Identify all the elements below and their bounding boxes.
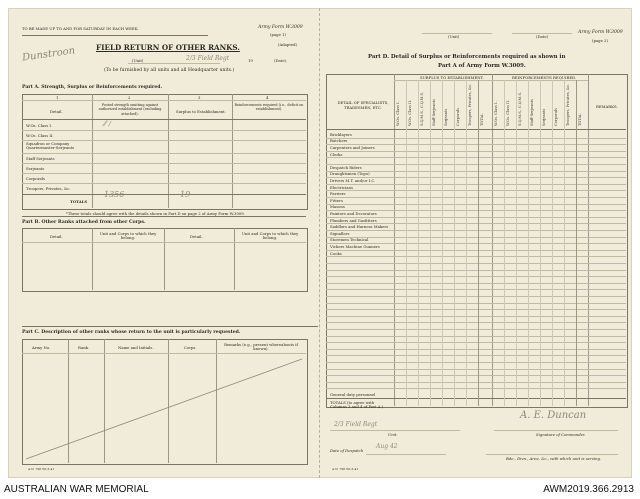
rank-column-divider [504,80,505,406]
trade-row-label: Electricians [330,184,353,190]
trade-row-divider [326,197,626,198]
trade-row-label: Draughtsmen (Topo) [330,171,370,177]
part-c-strike-line [22,339,308,465]
trade-row-divider [326,237,626,238]
blank-row-divider [326,270,626,271]
right-page-label: (page 2) [592,38,608,43]
blank-row-divider [326,296,626,297]
part-c-header-corps: Corps. [184,345,197,350]
page-label: (page 1) [270,32,286,37]
trade-row-label: Farriers [330,191,346,197]
rank-column-header: TOTAL [578,113,582,126]
signature-label: Signature of Commander. [536,432,586,437]
army-form-label: Army Form W.3009 [258,25,303,30]
trade-row-divider [326,164,626,165]
right-unit-label: (Unit) [448,34,460,39]
rank-column-divider [430,80,431,406]
detail-header: DETAIL OF SPECIALISTS, TRADESMEN, ETC. [337,100,389,110]
blank-row-divider [326,375,626,376]
header-detail: Detail. [50,109,63,114]
rank-column-header: Staff-Serjeants [530,99,534,126]
row-serjeants: Serjeants [26,166,45,171]
rank-column-divider [406,80,407,406]
rank-column-header: Corporals [456,108,460,126]
blank-row-divider [326,382,626,383]
trade-row-label: Painters and Decorators [330,211,377,216]
trade-row-label: Bricklayers [330,131,352,137]
rank-column-divider [466,80,467,406]
rank-column-header: W.Os. Class I. [396,101,400,126]
row-corporals: Corporals [26,176,45,181]
part-c-header-rank: Rank. [78,345,90,350]
rank-column-header: TOTAL [480,113,484,126]
surplus-header: SURPLUS TO ESTABLISHMENT. [420,75,484,80]
part-b-title: Part B. Other Ranks attached from other Corps. [22,220,146,225]
blank-row-divider [326,309,626,310]
handwritten-totals-surplus: 19 [180,190,191,199]
handwritten-unit-footer: 2/3 Field Regt [334,421,378,428]
blank-row-divider [326,329,626,330]
blank-row-divider [326,289,626,290]
rank-column-header: Corporals [554,108,558,126]
trade-row-label: Butchers [330,138,348,144]
part-d-title: Part D. Detail of Surplus or Reinforcements required as shown in [368,54,566,60]
trade-row-label: Masons [330,204,345,210]
trade-row-divider [326,184,626,185]
remarks-header: REMARKS. [596,104,618,109]
general-duty-row: General duty personnel [330,392,376,397]
rank-column-divider [418,80,419,406]
trade-row-label: Saddlers and Harness Makers [330,224,389,230]
top-rule [22,35,208,36]
trade-row-divider [326,171,626,172]
header-posted-strength: Posted strength omitting against authorized establishment (excluding attached). [98,103,162,116]
blank-row-divider [326,283,626,284]
row-staff-serjeants: Staff Serjeants [26,156,55,161]
total-column-divider [576,80,577,406]
rank-column-header: Troopers, Privates, &c. [468,83,472,126]
blank-row-divider [326,369,626,370]
handwritten-signature: A. E. Duncan [520,410,587,421]
part-b-header-unit-2: Unit and Corps to which they belong. [241,231,299,241]
unit-footer-label: Unit. [388,432,398,437]
row-wo-class-2: W.Os. Class II. [26,133,54,138]
trade-row-divider [326,190,626,191]
col-num-4: 4 [266,95,269,100]
handwritten-mark-1: ⁄⁄ ∕ [104,120,111,128]
header-surplus: Surplus to Establishment. [176,109,226,114]
col-num-1: 1 [56,95,59,100]
row-qm-serjeants: Squadron or Company Quartermaster-Serjeants [26,141,75,151]
part-c-title: Part C. Description of other ranks whose return to the unit is particularly requested. [22,330,241,335]
handwritten-unit: 2/3 Field Regt [186,55,230,62]
page-2 [322,8,632,478]
trade-row-label: Drivers M.T. and/or I.C. [330,178,376,183]
handwritten-unit-name: Dunstroon [21,45,76,64]
trade-row-label: Despatch Riders [330,164,362,170]
header-reinforcements: Reinforcements required (i.e., deficit on establishment). [234,103,304,112]
blank-row-divider [326,336,626,337]
trade-row-label: Storemen Technical [330,237,369,243]
rank-column-divider [454,80,455,406]
page-1 [8,8,318,478]
formation-note: Bde., Divn., Area, &c., with which unit is serving. [506,456,602,461]
total-column-divider [478,80,479,406]
blank-row-divider [326,276,626,277]
rank-column-divider [540,80,541,406]
trade-row-label: Plumbers and Gasfitters [330,217,377,223]
trade-row-label: Fitters [330,197,343,203]
totals-note: *These totals should agree with the details shown in Part D on page 2 of Army Form W.3009. [66,211,245,216]
rank-column-header: Serjeants [444,108,448,126]
blank-row-divider [326,316,626,317]
year-prefix: 19 [248,58,253,63]
trade-row-divider [326,151,626,152]
blank-row-divider [326,362,626,363]
part-a-title: Part A. Strength, Surplus or Reinforcements required. [22,85,163,90]
trade-row-divider [326,250,626,251]
rank-column-header: W.Os. Class II. [408,99,412,126]
col-num-2: 2 [128,95,131,100]
rank-column-header: S.Q.M.S., C.Q.M.S. [518,92,522,126]
trade-row-divider [326,157,626,158]
row-wo-class-1: W.Os. Class I. [26,123,53,128]
trade-row-divider [326,138,626,139]
trade-row-divider [326,230,626,231]
archive-footer [0,484,640,499]
rank-column-header: W.Os. Class II. [506,99,510,126]
right-army-form: Army Form W.3009 [578,30,623,35]
part-c-header-army-no: Army No. [32,345,51,350]
blank-row-divider [326,303,626,304]
unit-label: (Unit) [132,58,144,63]
totals-row: TOTALS (to agree with Columns 3 and 4 of Part A.) [330,400,384,410]
trade-row-divider [326,256,626,257]
trade-row-label: Vickers Machine Gunners [330,244,380,249]
blank-row-divider [326,349,626,350]
institution-name: AUSTRALIAN WAR MEMORIAL [4,484,149,495]
blank-row-divider [326,263,626,264]
trade-row-label: Cooks [330,250,342,256]
top-note: TO BE MADE UP TO AND FOR SATURDAY IN EACH WEEK. [22,26,139,31]
trade-row-divider [326,204,626,205]
reinforcements-header: REINFORCEMENTS REQUIRED. [512,75,577,80]
blank-row-divider [326,355,626,356]
rank-column-header: Staff-Serjeants [432,99,436,126]
rank-column-header: Troopers, Privates, &c. [566,83,570,126]
rank-column-divider [516,80,517,406]
handwritten-despatch-date: Aug 42 [376,443,398,450]
rank-column-divider [552,80,553,406]
part-c-header-name: Name and Initials. [118,345,154,350]
date-label: (Date). [274,58,288,63]
trade-row-label: Clerks [330,151,343,157]
totals-label: TOTALS [70,199,88,204]
blank-row-divider [326,322,626,323]
form-title: FIELD RETURN OF OTHER RANKS. [96,43,240,52]
scanned-document [8,8,632,478]
rank-column-divider [564,80,565,406]
blank-row-divider [326,342,626,343]
rank-column-divider [442,80,443,406]
col-num-3: 3 [198,95,201,100]
despatch-label: Date of Despatch [330,448,364,453]
right-date-label: (Date) [536,34,549,39]
rank-column-header: W.Os. Class I. [494,101,498,126]
rank-column-divider [528,80,529,406]
trade-row-label: Carpenters and Joiners [330,145,375,150]
print-code-right: A.N. 796 Wt-5-41 [332,467,359,471]
part-b-header-detail-1: Detail. [50,234,63,239]
blank-row-divider [326,388,626,389]
part-d-table [326,74,628,408]
row-troopers: Troopers, Privates, &c. [26,186,71,191]
furnish-note: (To be furnished by all units and all Headquarter units.) [104,68,235,73]
part-b-header-unit-1: Unit and Corps to which they belong. [99,231,157,241]
unit-line [128,63,220,64]
trade-row-label: Signallers [330,230,350,236]
catalogue-id: AWM2019.366.2913 [543,484,634,495]
rank-column-header: S.Q.M.S., C.Q.M.S. [420,92,424,126]
rank-column-header: Serjeants [542,108,546,126]
adapted-label: (Adapted) [278,42,298,47]
part-b-header-detail-2: Detail. [190,234,203,239]
print-code-left: A.N. 796 Wt-5-41 [28,467,55,471]
part-c-header-remarks: Remarks (e.g., present whereabouts if known). [224,342,298,352]
part-d-title-line2: Part A of Army Form W.3009. [438,63,526,69]
handwritten-totals-posted: 1356 [104,190,125,199]
